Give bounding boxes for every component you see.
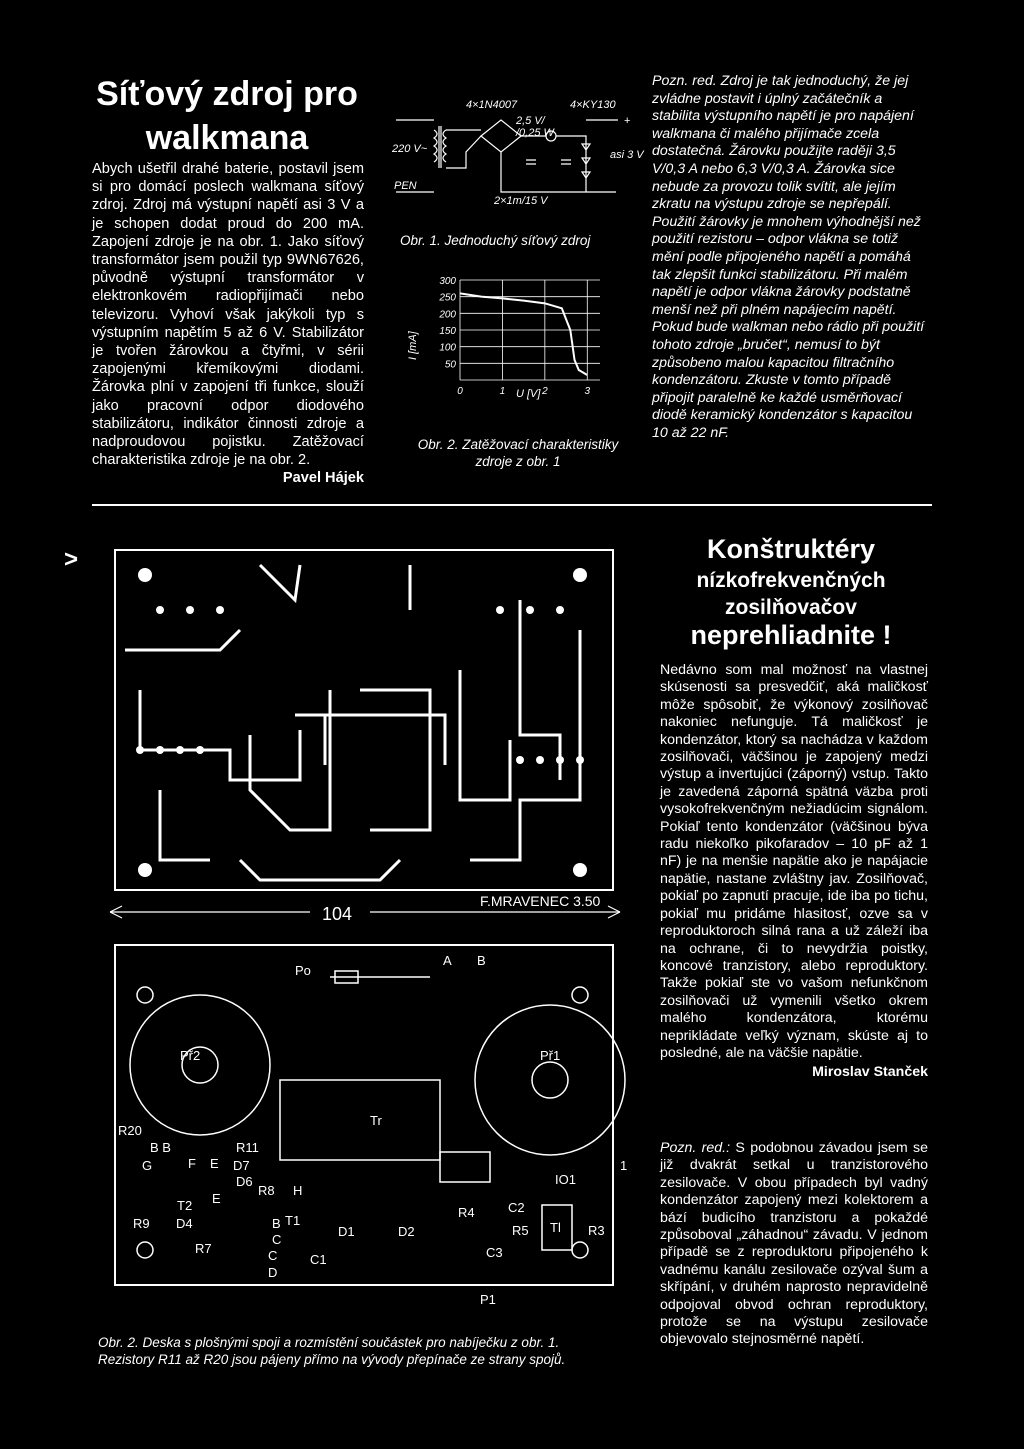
fig2-caption <box>398 436 638 470</box>
article2-body <box>660 662 928 1082</box>
layout-label-bb: B B <box>150 1140 171 1155</box>
fig1-label-bulb: 2,5 V/ <box>516 115 545 127</box>
editor-note-1: Pozn. red. Zdroj je tak jednoduchý, že jej zvládne postavit i úplný začátečník a stabilita výstupního napětí je pro napájení walkmana či malého přijímače zcela dostatečná. Žárovku použijte raději 3,5 V/0,3 A nebo 6,3 V/0,3 A. Žárovka sice nebude za provozu tolik svítit, ale jejím zkratu na výstupu zdroje se nepřepálí. Použití žárovky je mnohem výhodnější než použití rezistoru – odpor vlákna se totiž mění podle připojeného napětí a pomáhá tak zlepšit funkci stabilizátoru. Při malém napětí je odpor vlákna žárovky podstatně menší než při plném napájecím napětí. Pokud bude walkman nebo rádio při použití tohoto zdroje „bručet“, nemusí to být způsobeno malou kapacitou filtračního kondenzátoru. Zkuste v tomto případě připojit paralelně ke každé usměrňovací diodě keramický kondenzátor s kapacitou 10 až 22 nF. <box>652 73 925 441</box>
layout-label-h: H <box>293 1183 303 1198</box>
pcb-signature: F.MRAVENEC 3.50 <box>480 893 601 909</box>
layout-label-b: B <box>477 953 486 968</box>
fig1-rails <box>501 136 616 192</box>
layout-label-a: A <box>443 953 452 968</box>
layout-label-tl: Tl <box>550 1220 561 1235</box>
layout-label-r4: R4 <box>458 1205 475 1220</box>
fig2-caption-line2: zdroje z obr. 1 <box>475 454 561 469</box>
pcb-caption <box>98 1334 658 1368</box>
layout-label-r5: R5 <box>512 1223 529 1238</box>
pcb-board-outline <box>115 550 613 890</box>
fig2-ytick-label: 50 <box>444 359 456 371</box>
layout-label-d2: D2 <box>398 1224 415 1239</box>
layout-label-io1: IO1 <box>555 1172 576 1187</box>
fig1-label-caps: 2×1m/15 V <box>494 195 548 207</box>
article1-author: Pavel Hájek <box>282 470 364 487</box>
editor-note-2-text: S podobnou závadou jsem se již dvakrát setkal u tranzistorového zesilovače. V obou případech byl vadný kondenzátor zapojený mezi kolektorem a bází budicího tranzistoru a pokaždé způsoboval „záhadnou“ závadu. V jednom případě se z reproduktoru připojeného k vadnému kanálu zesilovače ozýval šum a skřípání, v druhém naprosto nepravidelně odpojoval obvod ochran reproduktory, protože se na výstupu zesilovače objevovalo stejnosměrné napětí. <box>660 1140 928 1348</box>
layout-label-c2: C <box>272 1232 282 1247</box>
layout-label-r11: R11 <box>236 1140 259 1155</box>
fig1-caps-symbols <box>526 160 571 164</box>
fig1-bridge <box>481 120 521 152</box>
fig2-ytick-label: 200 <box>439 309 456 321</box>
fig1-bridge-wires <box>446 130 481 168</box>
fig2-ytick-label: 300 <box>439 276 456 287</box>
layout-label-f: F <box>188 1156 196 1171</box>
article2-author: Miroslav Stanček <box>812 1064 928 1081</box>
article2-text: Nedávno som mal možnosť na vlastnej skúsenosti sa presvedčiť, aká maličkosť môže spôsobiť, že výkonový zosilňovač nakoniec nefunguje. Tá maličkosť je kondenzátor, ktorý sa nachádza v každom zosilňovači, väčšinou je zapojený medzi výstup a invertujúci (záporný) vstup. Takto je zavedená záporná spätná väzba proti vysokofrekvenčným nežiadúcim signálom. Pokiaľ tento kondenzátor (väčšinou býva radu niekoľko pikofaradov – 10 pF až 1 nF) je na menšie napätie ako je napájacie napätie, nastane zvláštny jav. Zosilňovač, pokiaľ po zapnutí pracuje, ide iba po tichu, pokiaľ mu pridáme hlasitosť, ozve sa v reproduktoroch silná rana a už záleží iba na ochrane, či to nevydržia poistky, koncové tranzistory, alebo reproduktory. Takže pokiaľ ste vo vašom nefunkčnom zosilňovači už vymenili všetko okrem malého kondenzátora, ktorému neprikládate veľký význam, skúste aj to posledné, ale na väčšie napätie. <box>660 662 928 1061</box>
fig1-label-zeners: 4×KY130 <box>570 99 616 111</box>
article2-title-line2-text: nízkofrekvenčných <box>696 569 886 592</box>
article2-title-line2 <box>660 567 922 621</box>
fig2-ytick-label: 100 <box>439 342 456 354</box>
layout-label-c3: C3 <box>486 1245 503 1260</box>
article1-body <box>92 160 364 488</box>
fig1-out-wires <box>556 120 618 192</box>
fig2-xtick-label: 2 <box>542 386 548 397</box>
pcb-caption-line2: Rezistory R11 až R20 jsou pájeny přímo na vývody přepínače ze strany spojů. <box>98 1352 566 1367</box>
article1-title-line2: walkmana <box>145 119 309 157</box>
layout-label-c2cap: C2 <box>508 1200 525 1215</box>
editor-note-2 <box>660 1140 928 1349</box>
layout-label-d7: D7 <box>233 1158 250 1173</box>
continuation-arrow: > <box>64 546 79 573</box>
fig1-label-mains: 220 V~ <box>392 143 428 155</box>
article1-text: Abych ušetřil drahé baterie, postavil jsem si pro domácí poslech walkmana síťový zdroj. Zdroj má výstupní napětí asi 3 V a je schopen dodat proud do 200 mA. Zapojení zdroje je na obr. 1. Jako síťový transformátor jsem použil typ 9WN67626, původně výstupní transformátor v elektronkovém radiopřijímači nebo televizoru. Vyhoví však jakýkoli typ s výstupním napětím 5 až 6 V. Stabilizátor je tvořen žárovkou a čtyřmi, v sérii zapojenými křemíkovými diodami. Žárovka plní v zapojení tři funkce, slouží jako pracovní odpor diodového stabilizátoru, indikátor činnosti zdroje a nadproudovou pojistku. Zatěžovací charakteristika zdroje je na obr. 2. <box>92 161 364 469</box>
layout-label-r8: R8 <box>258 1183 275 1198</box>
fig1-label-plus: + <box>624 115 631 127</box>
layout-label-tr: Tr <box>370 1113 382 1128</box>
fig2-caption-line1: Obr. 2. Zatěžovací charakteristiky <box>417 437 619 452</box>
layout-label-d: D <box>268 1265 278 1280</box>
layout-label-e2: E <box>212 1191 221 1206</box>
fig2-xtick-label: 3 <box>584 386 591 397</box>
fig1-caption: Obr. 1. Jednoduchý síťový zdroj <box>400 233 591 248</box>
fig1-secondary-coil <box>443 130 446 162</box>
layout-label-d1: D1 <box>338 1224 355 1239</box>
layout-label-b2: B <box>272 1216 281 1231</box>
pcb-dimension-text: 104 <box>322 904 353 924</box>
fig2-chart <box>407 270 610 410</box>
article2-title-line4: neprehliadnite ! <box>690 620 892 650</box>
layout-label-t1: T1 <box>285 1213 301 1228</box>
fig1-label-pen: PEN <box>394 180 417 192</box>
fig1-label-out: asi 3 V <box>610 149 644 161</box>
fig1-primary-coil <box>434 130 437 162</box>
layout-label-pr2: Př2 <box>180 1048 201 1063</box>
section-divider <box>92 504 932 506</box>
layout-label-g: G <box>142 1158 153 1173</box>
layout-label-r9: R9 <box>133 1216 150 1231</box>
editor-note-2-label: Pozn. red.: <box>660 1140 731 1156</box>
layout-label-r3: R3 <box>588 1223 605 1238</box>
fig1-schematic <box>386 92 648 222</box>
layout-label-c1: C1 <box>310 1252 327 1267</box>
fig2-ytick-label: 250 <box>439 292 456 304</box>
layout-label-t2: T2 <box>177 1198 193 1213</box>
layout-label-e: E <box>210 1156 219 1171</box>
article2-title-line3: zosilňovačov <box>725 596 857 619</box>
article1-title-line1: Síťový zdroj pro <box>96 75 358 113</box>
layout-label-po: Po <box>295 963 311 978</box>
fig2-series-line <box>460 293 587 375</box>
article2-title-line1: Konštruktéry <box>706 534 876 564</box>
layout-label-c: C <box>268 1248 278 1263</box>
layout-label-d4: D4 <box>176 1216 193 1231</box>
fig2-ytick-label: 150 <box>439 326 456 337</box>
article1-title <box>92 72 362 160</box>
fig2-ylabel: I [mA] <box>407 331 419 360</box>
fig1-label-diodes: 4×1N4007 <box>466 99 518 111</box>
pcb-caption-line1: Obr. 2. Deska s plošnými spoji a rozmístění součástek pro nabíječku z obr. 1. <box>98 1335 560 1350</box>
layout-label-one: 1 <box>620 1158 628 1173</box>
fig1-core <box>439 126 441 168</box>
pcb-drawing <box>100 540 640 1330</box>
fig1-label-bulb2: /0,25 W <box>516 127 554 139</box>
fig2-xtick-label: 1 <box>499 386 506 397</box>
layout-label-p1: P1 <box>480 1292 496 1307</box>
fig2-xtick-label: 0 <box>457 386 463 397</box>
fig2-xlabel: U [V] <box>516 388 541 400</box>
layout-label-r7: R7 <box>195 1241 212 1256</box>
layout-label-r20: R20 <box>118 1123 142 1138</box>
layout-label-d6: D6 <box>236 1174 253 1189</box>
layout-label-pr1: Př1 <box>540 1048 561 1063</box>
